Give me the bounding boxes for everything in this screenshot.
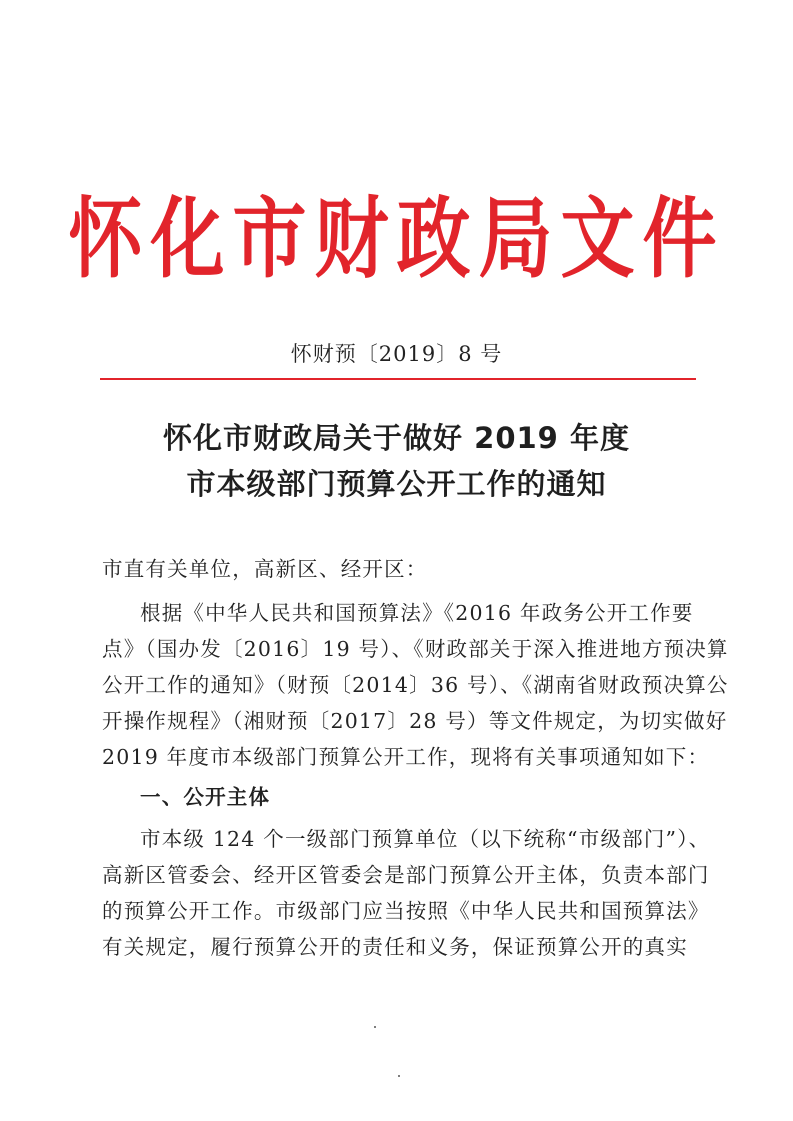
section-heading: 一、公开主体: [140, 785, 271, 809]
salutation: 市直有关单位，高新区、经开区：: [102, 557, 428, 581]
document-number: 怀财预〔2019〕8 号: [290, 342, 503, 366]
notice-title-line-1: 怀化市财政局关于做好 2019 年度: [163, 421, 630, 455]
red-divider-line: [100, 378, 696, 380]
paragraph-line: 公开工作的通知》（财预〔2014〕36 号）、《湖南省财政预决算公: [102, 673, 729, 697]
paragraph-line: 高新区管委会、经开区管委会是部门预算公开主体，负责本部门: [102, 863, 710, 887]
notice-title-line-2: 市本级部门预算公开工作的通知: [186, 467, 607, 501]
paragraph-line: 有关规定，履行预算公开的责任和义务，保证预算公开的真实: [102, 935, 688, 959]
paragraph-line: 点》（国办发〔2016〕19 号）、《财政部关于深入推进地方预决算: [102, 637, 729, 661]
scan-speck: [374, 1026, 376, 1028]
paragraph-line: 2019 年度市本级部门预算公开工作，现将有关事项通知如下：: [102, 745, 710, 769]
scan-speck: [398, 1075, 400, 1077]
paragraph-line: 开操作规程》（湘财预〔2017〕28 号）等文件规定，为切实做好: [102, 709, 728, 733]
letterhead-title: 怀化市财政局文件: [68, 188, 725, 291]
paragraph-line: 的预算公开工作。市级部门应当按照《中华人民共和国预算法》: [102, 899, 710, 923]
paragraph-line: 市本级 124 个一级部门预算单位（以下统称“市级部门”）、: [140, 827, 711, 851]
paragraph-line: 根据《中华人民共和国预算法》《2016 年政务公开工作要: [140, 601, 694, 625]
